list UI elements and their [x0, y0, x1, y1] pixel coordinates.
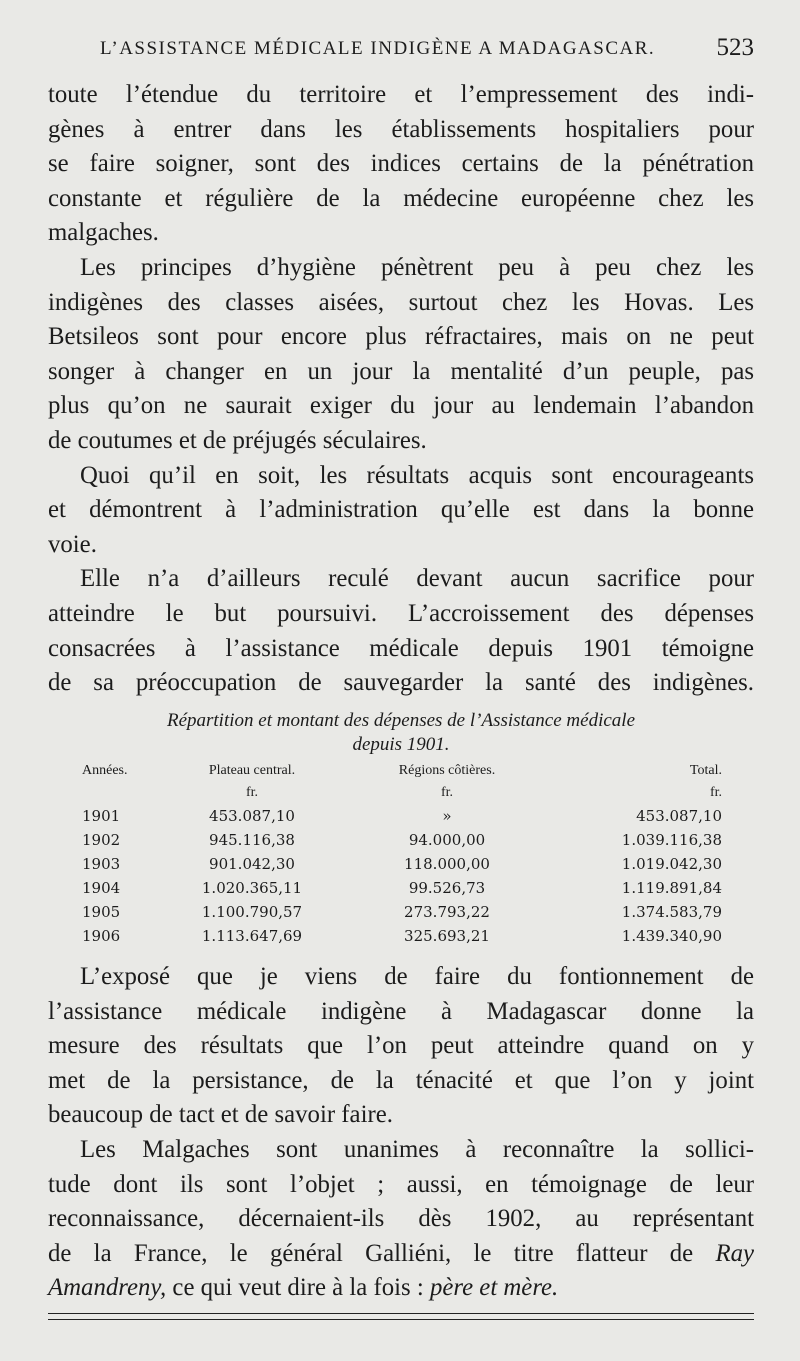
- year-cell: 1906: [82, 927, 121, 945]
- central-plateau-cell: 1.113.647,69: [201, 927, 303, 945]
- central-plateau-cell: 945.116,38: [209, 831, 295, 849]
- text-line: gènes à entrer dans les établissements hospitaliers pour: [48, 115, 754, 143]
- text-line: voie.: [48, 530, 97, 558]
- text-line: de coutumes et de préjugés séculaires.: [48, 427, 427, 454]
- year-cell: 1905: [82, 903, 121, 921]
- table-row: [82, 828, 722, 852]
- central-plateau-cell: 1.020.365,11: [201, 879, 303, 897]
- page-number: 523: [716, 34, 754, 61]
- total-cell: 453.087,10: [636, 807, 722, 825]
- expense-table: [82, 760, 722, 948]
- year-cell: 1902: [82, 831, 121, 849]
- table-row: [82, 852, 722, 876]
- unit-cell: fr.: [709, 785, 722, 800]
- year-cell: 1904: [82, 879, 121, 897]
- unit-cell: [82, 782, 152, 804]
- total-cell: 1.019.042,30: [621, 855, 722, 873]
- text-line: se faire soigner, sont des indices certains de la pénétration: [48, 150, 754, 178]
- text-line: constante et régulière de la médecine européenne chez les: [48, 184, 754, 212]
- coastal-regions-cell: 118.000,00: [404, 855, 490, 873]
- table-units-row: [82, 782, 722, 804]
- text-line: l’assistance médicale indigène à Madagascar donne la: [48, 997, 754, 1025]
- central-plateau-cell: 1.100.790,57: [201, 903, 303, 921]
- text-line: beaucoup de tact et de savoir faire.: [48, 1101, 393, 1129]
- column-header-coastal-regions: Régions côtières.: [398, 763, 496, 778]
- total-cell: 1.374.583,79: [621, 903, 722, 921]
- unit-cell: fr.: [245, 785, 259, 800]
- text-line: Quoi qu’il en soit, les résultats acquis sont encourageants: [80, 461, 754, 489]
- text-line: et démontrent à l’administration qu’elle est dans la bonne: [48, 496, 754, 524]
- year-cell: 1903: [82, 855, 121, 873]
- text-line: Betsileos sont pour encore plus réfractaires, mais on ne peut: [48, 323, 754, 351]
- text-line: tude dont ils sont l’objet ; aussi, en témoignage de leur: [48, 1170, 754, 1198]
- italic-term-ray: Ray: [715, 1239, 755, 1267]
- italic-term-pere-et-mere: père et mère.: [429, 1274, 559, 1302]
- running-header: [48, 34, 754, 68]
- year-cell: 1901: [82, 807, 121, 825]
- footer-rule-top: [48, 1313, 754, 1314]
- column-header-total: Total.: [689, 763, 722, 778]
- coastal-regions-cell: 273.793,22: [404, 903, 490, 921]
- text-line: [48, 1237, 754, 1272]
- table-row: [82, 900, 722, 924]
- table-caption-line-1: Répartition et montant des dépenses de l’Assistance médicale: [166, 710, 636, 731]
- text-line: met de la persistance, de la ténacité et que l’on y joint: [48, 1066, 754, 1094]
- text-line: L’exposé que je viens de faire du fontionnement de: [80, 963, 754, 990]
- column-header-central-plateau: Plateau central.: [208, 763, 296, 778]
- total-cell: 1.039.116,38: [621, 831, 722, 849]
- text-line: atteindre le but poursuivi. L’accroissement des dépenses: [48, 600, 754, 627]
- unit-cell: fr.: [440, 785, 454, 800]
- text-line: Les principes d’hygiène pénètrent peu à peu chez les: [80, 254, 754, 281]
- total-cell: 1.119.891,84: [621, 879, 722, 897]
- coastal-regions-cell: »: [442, 807, 452, 825]
- column-header-years: Années.: [82, 763, 128, 778]
- text-line: indigènes des classes aisées, surtout chez les Hovas. Les: [48, 288, 754, 316]
- table-row: [82, 804, 722, 828]
- text-line: mesure des résultats que l’on peut atteindre quand on y: [48, 1032, 754, 1060]
- text-line: consacrées à l’assistance médicale depuis 1901 témoigne: [48, 634, 754, 662]
- text-line: reconnaissance, décernaient-ils dès 1902, au représentant: [48, 1205, 754, 1233]
- text-line: malgaches.: [48, 219, 159, 247]
- text-line: Elle n’a d’ailleurs reculé devant aucun sacrifice pour: [80, 565, 754, 593]
- table-caption-line-2: depuis 1901.: [352, 734, 450, 755]
- text-line: de sa préoccupation de sauvegarder la santé des indigènes.: [48, 669, 754, 697]
- total-cell: 1.439.340,90: [621, 927, 722, 945]
- running-title: L’ASSISTANCE MÉDICALE INDIGÈNE A MADAGASCAR.: [100, 38, 656, 59]
- footer-rule-bottom: [48, 1319, 754, 1320]
- table-row: [82, 876, 722, 900]
- table-header-row: [82, 760, 722, 782]
- text-line: plus qu’on ne saurait exiger du jour au lendemain l’abandon: [48, 392, 754, 420]
- text-span: de la France, le général Galliéni, le titre flatteur de: [48, 1239, 694, 1267]
- italic-term-amandreny: Amandreny,: [48, 1274, 167, 1302]
- text-span: ce qui veut dire à la fois :: [166, 1274, 430, 1302]
- coastal-regions-cell: 99.526,73: [408, 879, 486, 897]
- central-plateau-cell: 453.087,10: [209, 807, 295, 825]
- text-line: Les Malgaches sont unanimes à reconnaître la sollici-: [80, 1136, 754, 1163]
- table-row: [82, 924, 722, 948]
- text-line: toute l’étendue du territoire et l’empressement des indi-: [48, 81, 754, 108]
- text-line: songer à changer en un jour la mentalité d’un peuple, pas: [48, 357, 754, 385]
- central-plateau-cell: 901.042,30: [209, 855, 295, 873]
- coastal-regions-cell: 94.000,00: [408, 831, 486, 849]
- text-line: [48, 1271, 754, 1306]
- coastal-regions-cell: 325.693,21: [404, 927, 490, 945]
